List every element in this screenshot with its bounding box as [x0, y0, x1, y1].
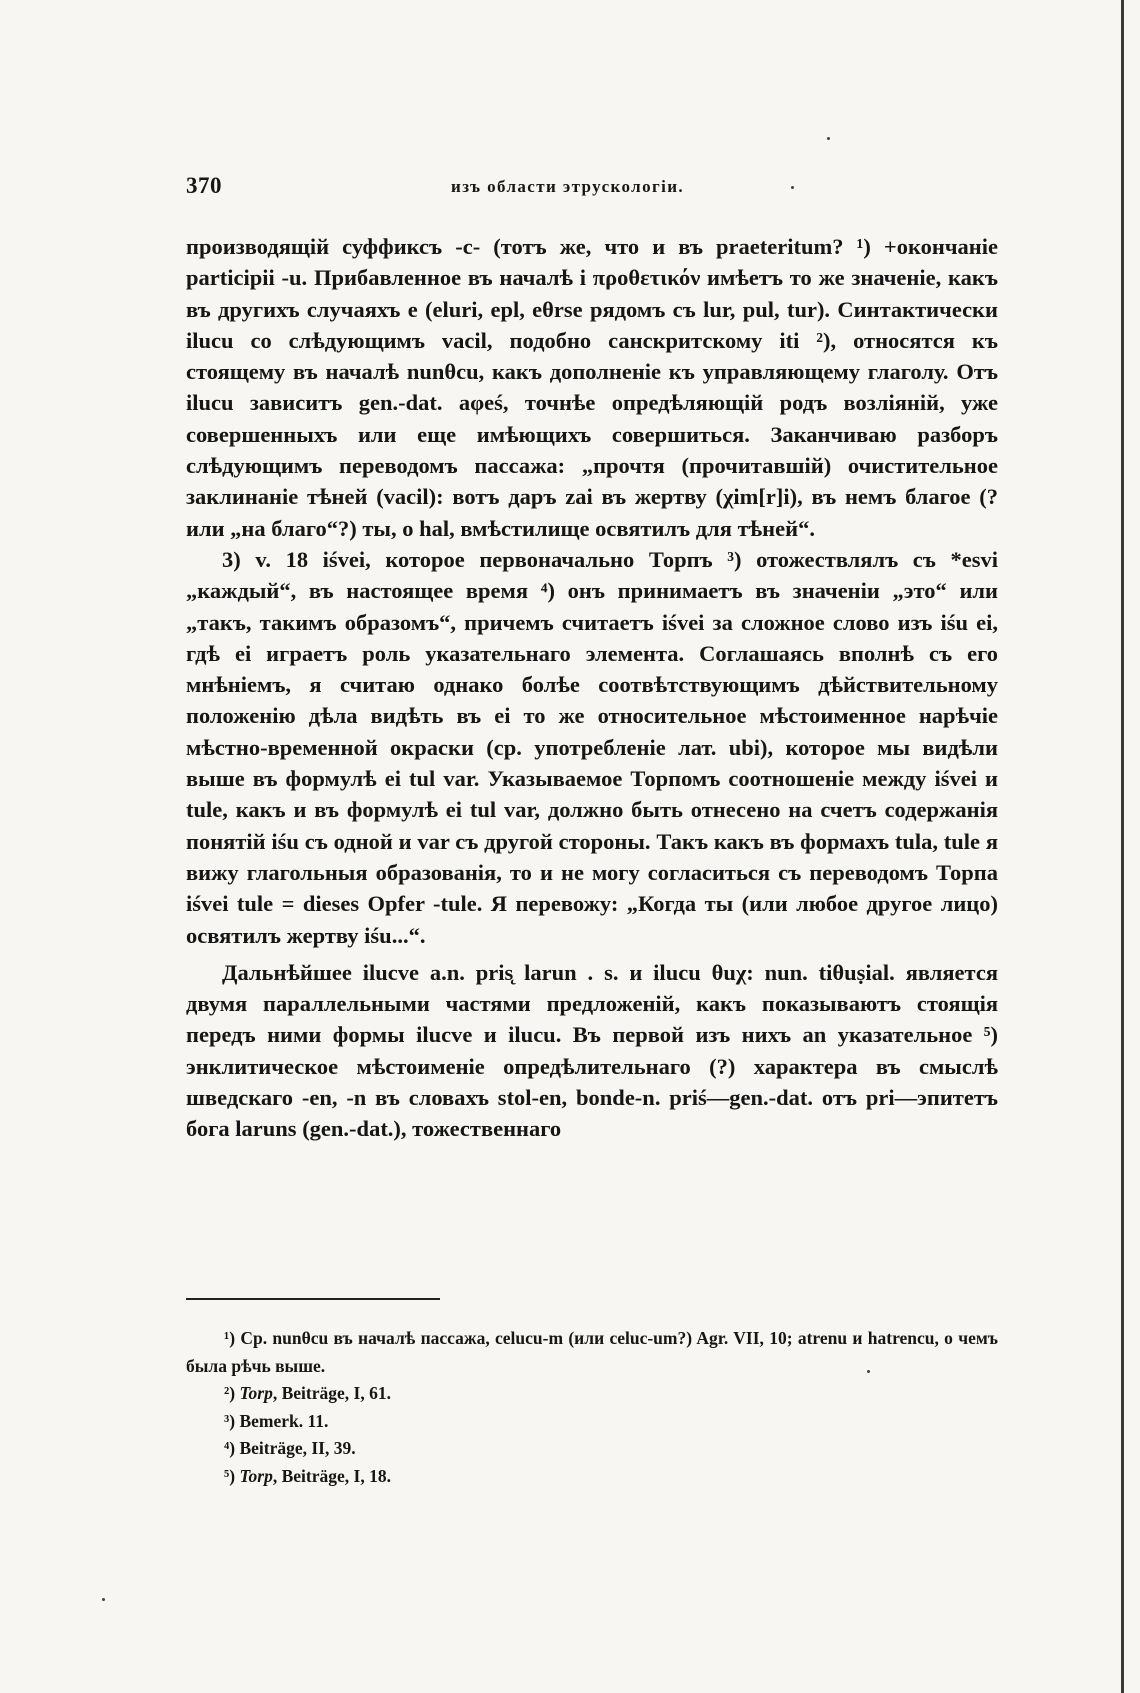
footnote-text: Ср. nunθcu въ началѣ пассажа, celucu-m (или celuc-um?) Agr. VII, 10; atrenu и hatrencu, о чемъ была рѣчь выше. [186, 1328, 998, 1376]
footnote-mark: ¹) [224, 1328, 236, 1348]
page-number: 370 [186, 173, 222, 198]
scan-speck [867, 1370, 870, 1373]
running-title: изъ области этрускологіи. [451, 177, 685, 196]
running-head [186, 173, 998, 205]
footnote-separator [186, 1298, 440, 1300]
scan-speck [102, 1598, 105, 1601]
scan-speck [791, 186, 794, 189]
paragraph-3: Дальнѣйшее ilucve a.n. pris̨ larun . s. и ilucu θuχ: nun. tiθuṣial. является двумя параллельными частями предложеній, какъ показываютъ стоящія передъ ними формы ilucve и ilucu. Въ первой изъ нихъ an указательное ⁵) энклитическое мѣстоименіе опредѣлительнаго (?) характера въ смыслѣ шведскаго -en, -n въ словахъ stol-en, bonde-n. priś—gen.-dat. отъ pri—эпитетъ бога laruns (gen.-dat.), тожественнаго [186, 959, 998, 1142]
footnote-mark: ³) [224, 1410, 236, 1431]
footnote-2 [186, 1380, 998, 1408]
footnotes [186, 1325, 998, 1490]
footnote-author: Torp [239, 1383, 273, 1403]
footnote-1 [186, 1325, 998, 1380]
footnote-author: Torp [239, 1465, 273, 1486]
footnote-3 [186, 1408, 998, 1436]
page-edge-shadow [1121, 0, 1124, 1693]
footnote-mark: ⁴) [224, 1438, 236, 1458]
body-text [186, 231, 998, 1145]
footnote-text: , Beiträge, I, 61. [272, 1383, 391, 1403]
footnote-4 [186, 1435, 998, 1463]
paragraph-2: 3) v. 18 iśvei, которое первоначально Торпъ ³) отожествлялъ съ *esvi „каждый“, въ настоящее время ⁴) онъ принимаетъ въ значеніи „это“ или „такъ, такимъ образомъ“, причемъ считаетъ iśvei за сложное слово изъ iśu ei, гдѣ ei играетъ роль указательнаго элемента. Соглашаясь вполнѣ съ его мнѣніемъ, я считаю однако болѣе соотвѣтствующимъ дѣйствительному положенію дѣла видѣть въ ei то же относительное мѣстоименное нарѣчіе мѣстно-временной окраски (ср. употребленіе лат. ubi), которое мы видѣли выше въ формулѣ ei tul var. Указываемое Торпомъ соотношеніе между iśvei и tule, какъ и въ формулѣ ei tul var, должно быть отнесено на счетъ содержанія понятій iśu съ одной и var съ другой стороны. Такъ какъ въ формахъ tula, tule я вижу глагольныя образованія, то и не могу согласиться съ переводомъ Торпа iśvei tule = dieses Opfer -tule. Я перевожу: „Когда ты (или любое другое лицо) освятилъ жертву iśu...“. [186, 546, 998, 948]
footnote-text: , Beiträge, I, 18. [272, 1465, 391, 1486]
paragraph-1: производящій суффиксъ -с- (тотъ же, что и въ praeteritum? ¹) +окончаніе participii -u. Прибавленное въ началѣ i προθετικόν имѣетъ то же значеніе, какъ въ другихъ случаяхъ e (eluri, epl, eθrse рядомъ съ lur, pul, tur). Синтактически ilucu со слѣдующимъ vacil, подобно санскритскому iti ²), относятся къ стоящему въ началѣ nunθcu, какъ дополненіе къ управляющему глаголу. Отъ ilucu зависитъ gen.-dat. aφeś, точнѣе опредѣляющій родъ возліяній, уже совершенныхъ или еще имѣющихъ совершиться. Заканчиваю разборъ слѣдующимъ переводомъ пассажа: „прочтя (прочитавшій) очистительное заклинаніе тѣней (vacil): вотъ даръ zai въ жертву (χim[r]i), въ немъ благое (? или „на благо“?) ты, о hal, вмѣстилище освятилъ для тѣней“. [186, 234, 998, 541]
footnote-text: Bemerk. 11. [239, 1410, 329, 1431]
scan-speck [827, 137, 830, 140]
footnote-text: Beiträge, II, 39. [239, 1438, 356, 1458]
footnote-mark: ²) [224, 1383, 236, 1403]
footnote-5 [186, 1463, 998, 1491]
footnote-mark: ⁵) [224, 1465, 236, 1486]
